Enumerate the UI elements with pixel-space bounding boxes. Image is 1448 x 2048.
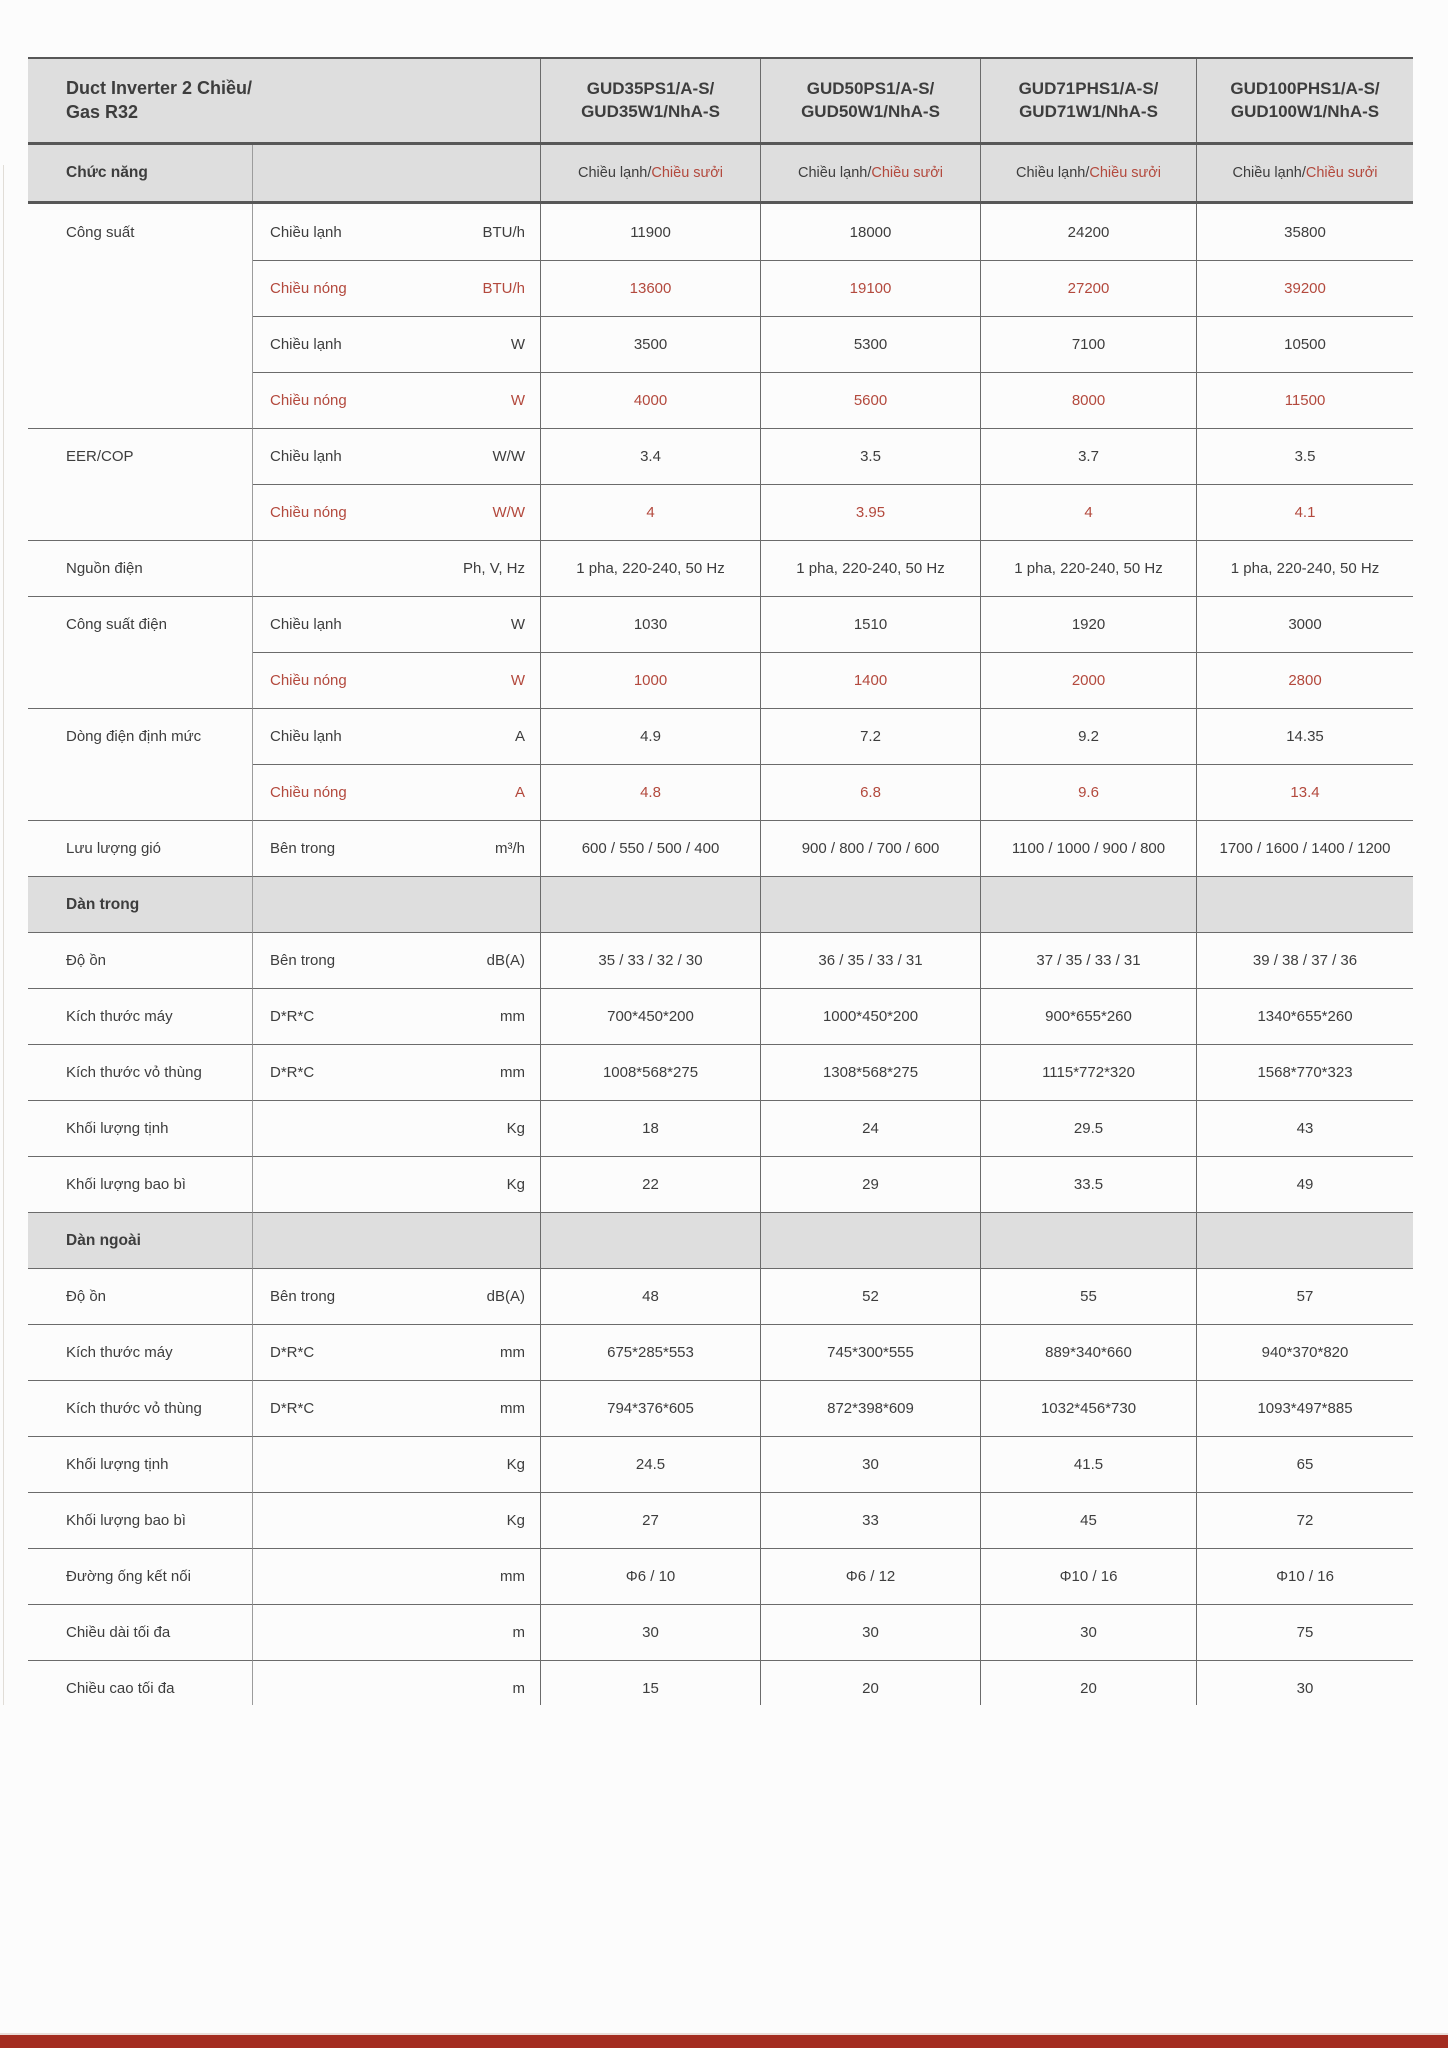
section-spacer (1197, 876, 1413, 932)
scan-edge-artifact (3, 165, 4, 1705)
sub-label: Chiều nóng (270, 672, 347, 689)
spec-value: 1700 / 1600 / 1400 / 1200 (1197, 820, 1413, 876)
unit-label: mm (500, 1344, 525, 1361)
heat-mode-label: Chiều sưởi (1089, 165, 1161, 181)
row-label (28, 652, 253, 708)
spec-value: 39200 (1197, 260, 1413, 316)
heat-mode-label: Chiều sưởi (1305, 165, 1378, 181)
spec-value: 1000*450*200 (761, 988, 981, 1044)
spec-value: 30 (541, 1604, 761, 1660)
unit-label: W (510, 672, 525, 689)
unit-label: W/W (492, 504, 525, 521)
section-spacer (541, 1212, 761, 1268)
row-label: Khối lượng tịnh (28, 1100, 253, 1156)
spec-value: 35 / 33 / 32 / 30 (541, 932, 761, 988)
spec-value: Φ10 / 16 (981, 1548, 1197, 1604)
spec-row (28, 540, 1413, 596)
section-label: Dàn ngoài (28, 1212, 253, 1268)
sub-label: Chiều nóng (270, 504, 347, 521)
mode-header-4 (1197, 145, 1413, 201)
unit-label: Kg (506, 1512, 525, 1529)
spec-row (28, 1436, 1413, 1492)
unit-label: W (510, 392, 525, 409)
sub-label: Chiều lạnh (270, 616, 342, 633)
spec-value: 1032*456*730 (981, 1380, 1197, 1436)
spec-value: 30 (761, 1436, 981, 1492)
footer-bar (0, 2035, 1448, 2048)
sub-cell (253, 260, 541, 316)
sub-cell (253, 484, 541, 540)
spec-value: 52 (761, 1268, 981, 1324)
heat-mode-label: Chiều sưởi (871, 165, 943, 181)
unit-label: mm (500, 1568, 525, 1585)
spec-value: Φ6 / 10 (541, 1548, 761, 1604)
spec-row (28, 596, 1413, 652)
spec-table (28, 57, 1413, 1705)
spec-value: 5300 (761, 316, 981, 372)
mode-header-2 (761, 145, 981, 201)
spec-value: 14.35 (1197, 708, 1413, 764)
spec-value: 9.2 (981, 708, 1197, 764)
row-label (28, 316, 253, 372)
mode-header-3 (981, 145, 1197, 201)
spec-value: 35800 (1284, 223, 1326, 241)
spec-value: 15 (541, 1660, 761, 1705)
model-name: GUD35PS1/A-S/ (586, 78, 715, 98)
mode-header-1 (541, 145, 761, 201)
sub-cell (253, 988, 541, 1044)
model-name: GUD35W1/NhA-S (581, 101, 720, 121)
spec-value: 18 (541, 1100, 761, 1156)
row-label (28, 764, 253, 820)
spec-value: 3000 (1197, 596, 1413, 652)
row-label: Dòng điện định mức (28, 708, 253, 764)
sub-cell (253, 708, 541, 764)
spec-value: 3.5 (761, 428, 981, 484)
sub-label: D*R*C (270, 1008, 315, 1025)
spec-value: 49 (1197, 1156, 1413, 1212)
unit-label: Kg (506, 1176, 525, 1193)
spec-value: 3.7 (981, 428, 1197, 484)
spec-value: 20 (761, 1660, 981, 1705)
row-label: Kích thước vỏ thùng (28, 1044, 253, 1100)
spec-value: 4 (981, 484, 1197, 540)
sub-label: Chiều lạnh (270, 448, 342, 465)
sub-cell (253, 764, 541, 820)
spec-value: 10500 (1197, 316, 1413, 372)
sub-cell (253, 1436, 541, 1492)
row-label: Độ ồn (28, 932, 253, 988)
spec-row (28, 1660, 1413, 1705)
spec-value: 600 / 550 / 500 / 400 (541, 820, 761, 876)
spec-row (28, 708, 1413, 764)
mode-separator: / (647, 165, 652, 181)
spec-row (28, 484, 1413, 540)
spec-value: 18000 (761, 204, 981, 260)
model-header-4 (1197, 59, 1413, 142)
spec-value: 9.6 (981, 764, 1197, 820)
row-label (28, 260, 253, 316)
sub-cell (253, 1324, 541, 1380)
spec-value: 1 pha, 220-240, 50 Hz (761, 540, 981, 596)
spec-value: 1100 / 1000 / 900 / 800 (981, 820, 1197, 876)
spec-value: 24 (761, 1100, 981, 1156)
unit-label: A (514, 728, 525, 745)
spec-value: 889*340*660 (981, 1324, 1197, 1380)
sub-cell (253, 1660, 541, 1705)
unit-label: mm (500, 1008, 525, 1025)
spec-value: 24.5 (541, 1436, 761, 1492)
spec-value: 11500 (1197, 372, 1413, 428)
spec-row (28, 372, 1413, 428)
spec-value: 3.95 (761, 484, 981, 540)
sub-label: Chiều lạnh (270, 336, 342, 353)
spec-value: 1115*772*320 (981, 1044, 1197, 1100)
row-label: Nguồn điện (28, 540, 253, 596)
sub-cell (253, 1548, 541, 1604)
section-row (28, 1212, 1413, 1268)
sub-cell (253, 596, 541, 652)
unit-label: mm (500, 1064, 525, 1081)
table-header-row (28, 57, 1413, 145)
spec-value: 1340*655*260 (1197, 988, 1413, 1044)
sub-cell (253, 1492, 541, 1548)
row-label: Chiều dài tối đa (28, 1604, 253, 1660)
function-row (28, 145, 1413, 204)
spec-rows (28, 204, 1413, 1705)
row-label: Công suất (28, 204, 253, 260)
spec-value: 43 (1197, 1100, 1413, 1156)
sub-label: D*R*C (270, 1400, 315, 1417)
spec-value: 65 (1197, 1436, 1413, 1492)
section-row (28, 876, 1413, 932)
section-label: Dàn trong (28, 876, 253, 932)
spec-value: 4000 (541, 372, 761, 428)
spec-row (28, 988, 1413, 1044)
unit-label: m (512, 1624, 525, 1641)
spec-row (28, 1604, 1413, 1660)
sub-cell (253, 1268, 541, 1324)
sub-cell (253, 652, 541, 708)
spec-value: 19100 (761, 260, 981, 316)
sub-cell (253, 932, 541, 988)
spec-value: Φ10 / 16 (1197, 1548, 1413, 1604)
spec-value: 1 pha, 220-240, 50 Hz (981, 540, 1197, 596)
spec-value: 39 / 38 / 37 / 36 (1197, 932, 1413, 988)
spec-row (28, 428, 1413, 484)
sub-cell (253, 428, 541, 484)
spec-row (28, 932, 1413, 988)
model-name: GUD100PHS1/A-S/ (1230, 78, 1380, 98)
spec-value: 2000 (981, 652, 1197, 708)
spec-value: 29 (761, 1156, 981, 1212)
sub-cell (253, 1100, 541, 1156)
spec-value: 7.2 (761, 708, 981, 764)
section-spacer (541, 876, 761, 932)
spec-row (28, 1324, 1413, 1380)
spec-value: 13.4 (1197, 764, 1413, 820)
sub-cell (253, 372, 541, 428)
spec-value: 30 (981, 1604, 1197, 1660)
spec-value: 11900 (541, 204, 761, 260)
model-name: GUD71W1/NhA-S (1019, 101, 1158, 121)
spec-value: Φ6 / 12 (761, 1548, 981, 1604)
spec-value: 45 (981, 1492, 1197, 1548)
row-label: Kích thước máy (28, 1324, 253, 1380)
spec-value: 794*376*605 (541, 1380, 761, 1436)
spec-row (28, 764, 1413, 820)
spec-row (28, 1268, 1413, 1324)
table-title-line2: Gas R32 (66, 101, 139, 122)
sub-cell (253, 316, 541, 372)
unit-label: dB(A) (486, 1288, 525, 1305)
spec-value: 1000 (541, 652, 761, 708)
spec-value: 57 (1197, 1268, 1413, 1324)
spec-value: 1920 (981, 596, 1197, 652)
sub-label: Chiều nóng (270, 392, 347, 409)
spec-value: 940*370*820 (1197, 1324, 1413, 1380)
spec-value: 22 (541, 1156, 761, 1212)
row-label: Công suất điện (28, 596, 253, 652)
section-spacer (253, 1212, 541, 1268)
unit-label: Kg (506, 1456, 525, 1473)
spec-row (28, 204, 1413, 260)
spec-value: 20 (981, 1660, 1197, 1705)
sub-cell (253, 1044, 541, 1100)
spec-value: 1030 (541, 596, 761, 652)
spec-value: 2800 (1197, 652, 1413, 708)
spec-value: 72 (1197, 1492, 1413, 1548)
model-name: GUD50W1/NhA-S (801, 101, 940, 121)
unit-label: W (510, 336, 525, 353)
unit-label: Ph, V, Hz (463, 560, 525, 577)
sub-cell (253, 1156, 541, 1212)
section-spacer (761, 876, 981, 932)
spec-value: 1 pha, 220-240, 50 Hz (1197, 540, 1413, 596)
model-name: GUD71PHS1/A-S/ (1018, 78, 1159, 98)
sub-label: Bên trong (270, 952, 336, 969)
unit-label: Kg (506, 1120, 525, 1137)
spec-value: 1 pha, 220-240, 50 Hz (541, 540, 761, 596)
spec-value: 30 (1197, 1660, 1413, 1705)
spec-value: 29.5 (981, 1100, 1197, 1156)
spec-value: 41.5 (981, 1436, 1197, 1492)
spec-row (28, 1492, 1413, 1548)
unit-label: m³/h (495, 840, 525, 857)
mode-separator: / (1301, 165, 1306, 181)
spec-value: 675*285*553 (541, 1324, 761, 1380)
sub-cell (253, 820, 541, 876)
spec-value: 27 (541, 1492, 761, 1548)
unit-label: m (512, 1680, 525, 1697)
spec-value: 33.5 (981, 1156, 1197, 1212)
row-label (28, 484, 253, 540)
model-header-3 (981, 59, 1197, 142)
spec-value: 900 / 800 / 700 / 600 (761, 820, 981, 876)
spec-value: 1400 (761, 652, 981, 708)
table-title (28, 59, 541, 142)
cool-mode-label: Chiều lạnh (578, 165, 648, 181)
unit-label: W/W (492, 448, 525, 465)
row-label: Đường ống kết nối (28, 1548, 253, 1604)
row-label: Độ ồn (28, 1268, 253, 1324)
unit-label: dB(A) (486, 952, 525, 969)
spec-value: 1308*568*275 (761, 1044, 981, 1100)
row-label: Khối lượng tịnh (28, 1436, 253, 1492)
row-label: Khối lượng bao bì (28, 1156, 253, 1212)
sub-label: Chiều nóng (270, 784, 347, 801)
section-spacer (981, 1212, 1197, 1268)
cool-mode-label: Chiều lạnh (798, 165, 868, 181)
spec-value: 4.1 (1197, 484, 1413, 540)
spec-value: 13600 (541, 260, 761, 316)
spec-value: 1008*568*275 (541, 1044, 761, 1100)
spec-value: 3.4 (541, 428, 761, 484)
mode-separator: / (1085, 165, 1090, 181)
row-label (28, 372, 253, 428)
sub-cell (253, 204, 541, 260)
spec-value: 6.8 (761, 764, 981, 820)
spec-value: 27200 (981, 260, 1197, 316)
spec-value: 4 (541, 484, 761, 540)
sub-label: Bên trong (270, 840, 336, 857)
spec-value: 745*300*555 (761, 1324, 981, 1380)
table-title-line1: Duct Inverter 2 Chiều/ (66, 78, 253, 99)
spec-row (28, 820, 1413, 876)
spec-value: 4.9 (541, 708, 761, 764)
mode-separator: / (867, 165, 872, 181)
sub-label: Bên trong (270, 1288, 336, 1305)
unit-label: W (510, 616, 525, 633)
model-name: GUD100W1/NhA-S (1230, 101, 1380, 121)
spec-value: 5600 (761, 372, 981, 428)
sub-cell (253, 1604, 541, 1660)
spec-value: 3500 (541, 316, 761, 372)
spec-value: 900*655*260 (981, 988, 1197, 1044)
sub-cell (253, 1380, 541, 1436)
row-label: Lưu lượng gió (28, 820, 253, 876)
spec-value: 8000 (981, 372, 1197, 428)
heat-mode-label: Chiều sưởi (651, 165, 723, 181)
spec-value: 30 (761, 1604, 981, 1660)
spec-value: 33 (761, 1492, 981, 1548)
spec-value: 1093*497*885 (1197, 1380, 1413, 1436)
sub-label: D*R*C (270, 1344, 315, 1361)
spec-value: 700*450*200 (541, 988, 761, 1044)
spec-value: 75 (1197, 1604, 1413, 1660)
spec-value: 7100 (981, 316, 1197, 372)
spec-row (28, 316, 1413, 372)
spec-value: 1510 (761, 596, 981, 652)
spec-value: 24200 (981, 204, 1197, 260)
spec-row (28, 1548, 1413, 1604)
function-row-spacer (253, 145, 541, 201)
spec-value: 36 / 35 / 33 / 31 (761, 932, 981, 988)
unit-label: A (514, 784, 525, 801)
row-label: Kích thước vỏ thùng (28, 1380, 253, 1436)
section-spacer (253, 876, 541, 932)
spec-value: 3.5 (1197, 428, 1413, 484)
row-label: Chiều cao tối đa (28, 1660, 253, 1705)
unit-label: mm (500, 1400, 525, 1417)
section-spacer (761, 1212, 981, 1268)
spec-row (28, 1100, 1413, 1156)
spec-row (28, 1044, 1413, 1100)
model-header-2 (761, 59, 981, 142)
spec-value: 4.8 (541, 764, 761, 820)
spec-row (28, 260, 1413, 316)
sub-cell (253, 540, 541, 596)
spec-row (28, 1156, 1413, 1212)
sub-label: Chiều lạnh (270, 223, 342, 241)
section-spacer (981, 876, 1197, 932)
model-name: GUD50PS1/A-S/ (806, 78, 935, 98)
row-label: Khối lượng bao bì (28, 1492, 253, 1548)
function-row-label: Chức năng (28, 145, 253, 201)
sub-label: Chiều lạnh (270, 728, 342, 745)
cool-mode-label: Chiều lạnh (1232, 165, 1302, 181)
row-label: Kích thước máy (28, 988, 253, 1044)
model-header-1 (541, 59, 761, 142)
unit-label: BTU/h (482, 280, 525, 297)
sub-label: Chiều nóng (270, 280, 347, 297)
row-label: EER/COP (28, 428, 253, 484)
spec-value: 48 (541, 1268, 761, 1324)
spec-row (28, 1380, 1413, 1436)
section-spacer (1197, 1212, 1413, 1268)
spec-value: 37 / 35 / 33 / 31 (981, 932, 1197, 988)
sub-label: D*R*C (270, 1064, 315, 1081)
cool-mode-label: Chiều lạnh (1016, 165, 1086, 181)
unit-label: BTU/h (482, 223, 525, 241)
spec-row (28, 652, 1413, 708)
spec-value: 872*398*609 (761, 1380, 981, 1436)
spec-value: 55 (981, 1268, 1197, 1324)
spec-value: 1568*770*323 (1197, 1044, 1413, 1100)
